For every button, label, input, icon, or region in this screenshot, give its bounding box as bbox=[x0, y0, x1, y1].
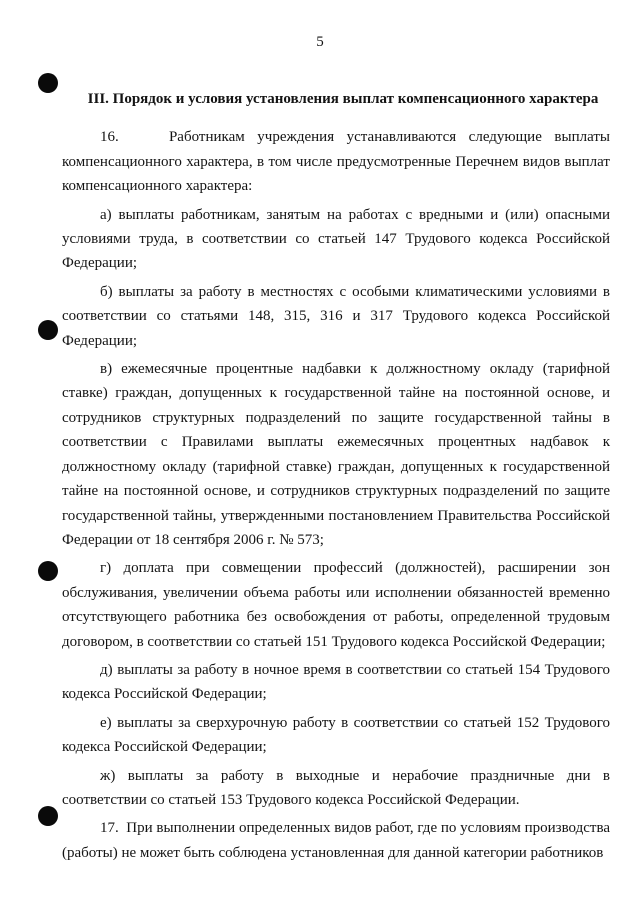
list-item-e: е) выплаты за сверхурочную работу в соответствии со статьей 152 Трудового кодекса Российской Федерации; bbox=[62, 714, 610, 756]
document-body bbox=[62, 87, 610, 869]
punch-hole-4 bbox=[38, 806, 58, 826]
paragraph-17: 17. При выполнении определенных видов работ, где по условиям производства (работы) не может быть соблюдена установленная для данной категории работников bbox=[62, 820, 610, 861]
list-item-b: б) выплаты за работу в местностях с особыми климатическими условиями в соответствии со статьями 148, 315, 316 и 317 Трудового кодекса Российской Федерации; bbox=[62, 283, 610, 349]
list-item-zh: ж) выплаты за работу в выходные и нерабочие праздничные дни в соответствии со статьей 153 Трудового кодекса Российской Федерации. bbox=[62, 767, 610, 808]
list-item-a: а) выплаты работникам, занятым на работах с вредными и (или) опасными условиями труда, в соответствии со статьей 147 Трудового кодекса Российской Федерации; bbox=[62, 206, 610, 272]
punch-hole-2 bbox=[38, 320, 58, 340]
list-item-g: г) доплата при совмещении профессий (должностей), расширении зон обслуживания, увеличении объема работы или исполнении обязанностей временно отсутствующего работника без освобождения от работы, определенной трудовым договором, в соответствии со статьей 151 Трудового кодекса Российской Федерации; bbox=[62, 560, 610, 650]
section-heading: III. Порядок и условия установления выплат компенсационного характера bbox=[87, 91, 599, 107]
punch-hole-3 bbox=[38, 561, 58, 581]
list-item-v: в) ежемесячные процентные надбавки к должностному окладу (тарифной ставке) граждан, допущенных к государственной тайне на постоянной основе, и сотрудников структурных подразделений по защите государственной тайны в соответствии с Правилами выплаты ежемесячных процентных надбавок к должностному окладу (тарифной ставке) граждан, допущенных к государственной тайне на постоянной основе, и сотрудников структурных подразделений по защите государственной тайны, утвержденными постановлением Правительства Российской Федерации от 18 сентября 2006 г. № 573; bbox=[62, 361, 610, 548]
punch-hole-1 bbox=[38, 73, 58, 93]
paragraph-16: 16. Работникам учреждения устанавливаются следующие выплаты компенсационного характера, в том числе предусмотренные Перечнем видов выплат компенсационного характера: bbox=[62, 129, 610, 195]
page-number: 5 bbox=[316, 34, 324, 50]
list-item-d: д) выплаты за работу в ночное время в соответствии со статьей 154 Трудового кодекса Российской Федерации; bbox=[62, 661, 610, 703]
